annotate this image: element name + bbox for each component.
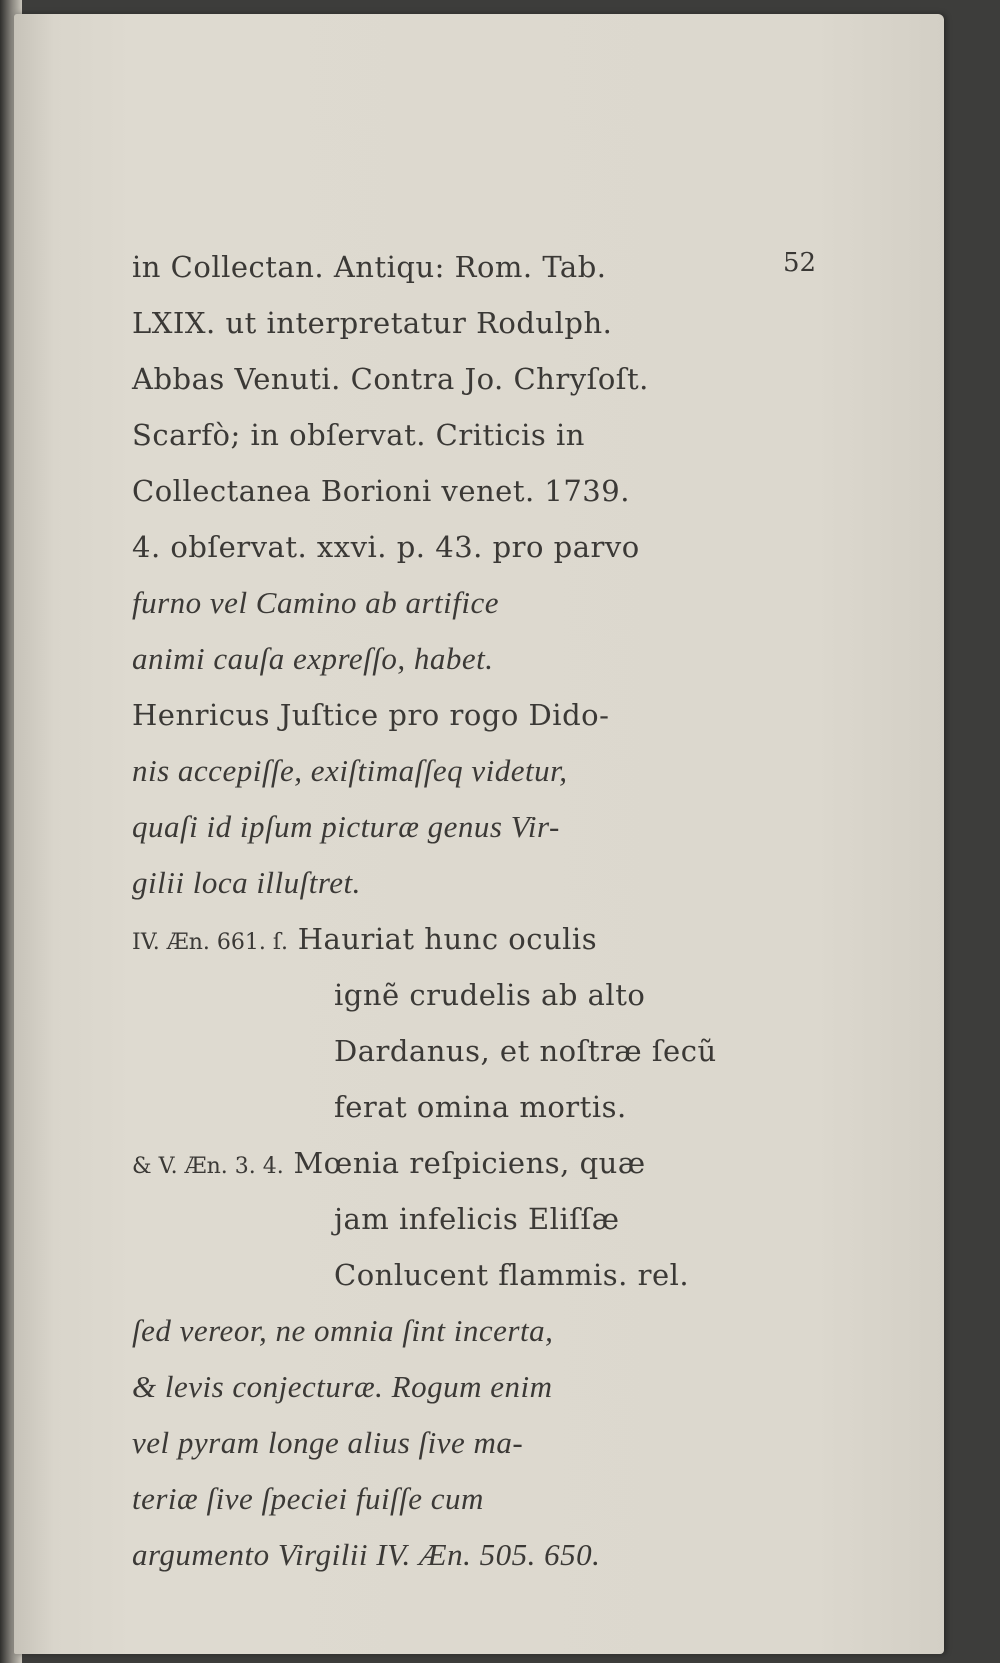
book-page <box>14 14 944 1654</box>
text-line-7: furno vel Camino ab artifice <box>132 585 500 620</box>
verse-2-line-2: jam infelicis Eliſſæ <box>334 1202 620 1236</box>
verse-2-line-3: Conlucent flammis. rel. <box>334 1258 690 1292</box>
page-body-text <box>132 239 752 1583</box>
closing-line-1: ſed vereor, ne omnia ſint incerta, <box>132 1313 554 1348</box>
closing-line-4: teriæ ſive ſpeciei fuiſſe cum <box>132 1481 484 1516</box>
text-line-8: animi cauſa expreſſo, habet. <box>132 641 494 676</box>
text-line-3: Abbas Venuti. Contra Jo. Chryſoſt. <box>132 362 649 396</box>
verse-1-line-3: Dardanus, et noſtræ ſecũ <box>334 1034 717 1068</box>
closing-line-5: argumento Virgilii IV. Æn. 505. 650. <box>132 1537 601 1572</box>
verse-1-text-1: Hauriat hunc oculis <box>297 922 598 956</box>
text-line-2: LXIX. ut interpretatur Rodulph. <box>132 306 613 340</box>
text-line-1: in Collectan. Antiqu: Rom. Tab. <box>132 250 607 284</box>
verse-2-reference: & V. Æn. 3. 4. <box>132 1154 284 1179</box>
text-line-4: Scarfò; in obſervat. Criticis in <box>132 418 585 452</box>
text-line-9: Henricus Juſtice pro rogo Dido- <box>132 698 610 732</box>
verse-2-text-1: Mœnia reſpiciens, quæ <box>293 1146 646 1180</box>
text-line-6: 4. obſervat. xxvi. p. 43. pro parvo <box>132 530 640 564</box>
verse-1-line-4: ferat omina mortis. <box>334 1090 627 1124</box>
closing-line-2: & levis conjecturæ. Rogum enim <box>132 1369 553 1404</box>
text-line-12: gilii loca illuſtret. <box>132 865 361 900</box>
text-line-11: quaſi id ipſum picturæ genus Vir- <box>132 809 560 844</box>
verse-1-line-1 <box>132 911 752 967</box>
closing-line-3: vel pyram longe alius ſive ma- <box>132 1425 524 1460</box>
verse-1-line-2: ignẽ crudelis ab alto <box>334 978 646 1012</box>
verse-1-reference: IV. Æn. 661. ſ. <box>132 930 289 955</box>
text-line-5: Collectanea Borioni venet. 1739. <box>132 474 630 508</box>
page-number: 52 <box>783 248 817 278</box>
verse-2-line-1 <box>132 1135 752 1191</box>
text-line-10: nis accepiſſe, exiſtimaſſeq videtur, <box>132 753 568 788</box>
